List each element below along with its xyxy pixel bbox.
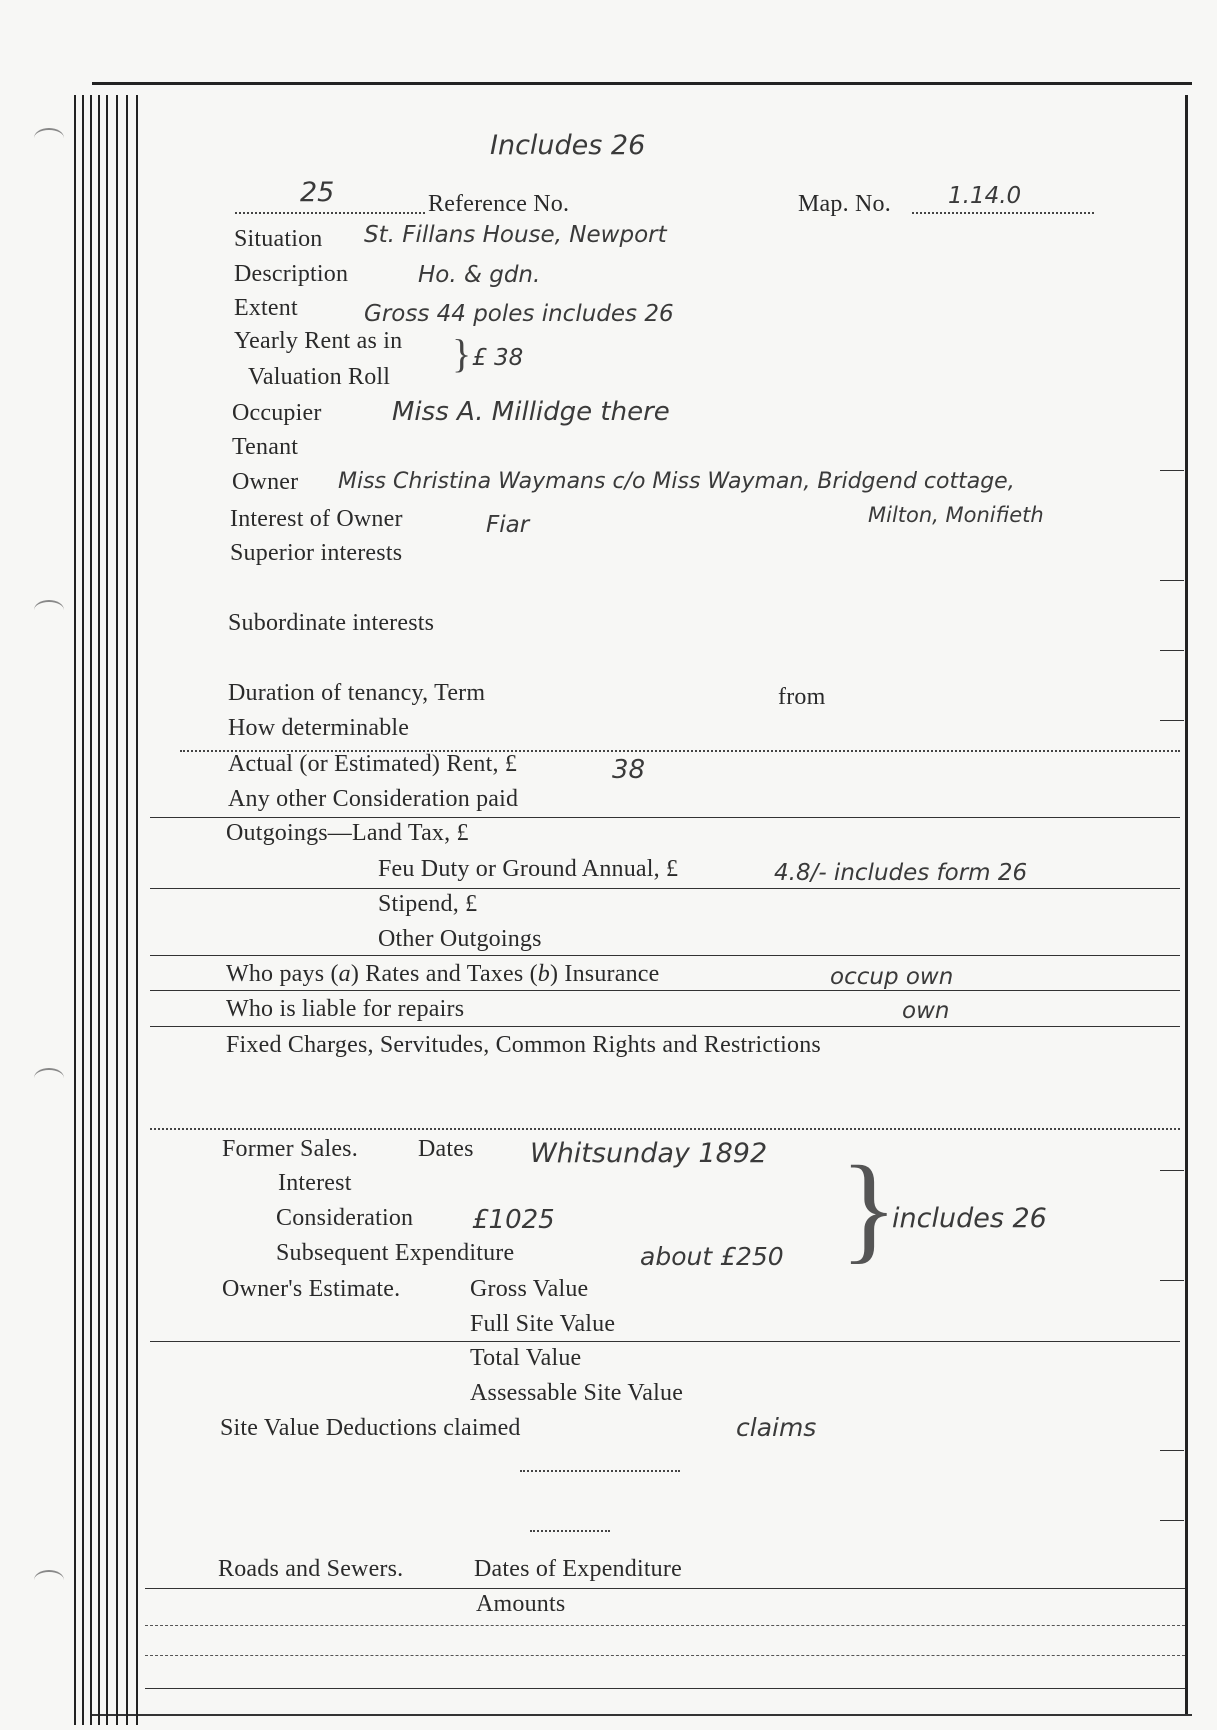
liable-repairs-label: Who is liable for repairs xyxy=(226,996,465,1022)
rule-line xyxy=(150,1026,1180,1027)
subsequent-expenditure-value: about £250 xyxy=(640,1242,784,1271)
rule-line xyxy=(145,1688,1185,1689)
smudge xyxy=(520,1470,680,1472)
consideration-label: Consideration xyxy=(276,1205,414,1231)
edge-tick xyxy=(1160,470,1184,471)
how-determinable-label: How determinable xyxy=(228,715,410,741)
gross-value-label: Gross Value xyxy=(470,1276,589,1302)
separator xyxy=(150,1128,1180,1130)
who-pays-label: Who pays (a) Rates and Taxes (b) Insurance xyxy=(226,961,660,987)
extent-value: Gross 44 poles includes 26 xyxy=(364,301,674,327)
owner-label: Owner xyxy=(232,469,299,495)
occupier-label: Occupier xyxy=(232,400,322,426)
map-no-label: Map. No. xyxy=(798,191,891,217)
punch-hole xyxy=(34,1068,64,1088)
superior-interests-label: Superior interests xyxy=(230,540,403,566)
edge-tick xyxy=(1160,650,1184,651)
rule-line xyxy=(145,1655,1185,1656)
yearly-rent-value: £ 38 xyxy=(472,345,524,371)
actual-rent-value: 38 xyxy=(612,755,646,785)
owners-estimate-label: Owner's Estimate. xyxy=(222,1276,401,1302)
stipend-label: Stipend, £ xyxy=(378,891,478,917)
smudge xyxy=(530,1530,610,1532)
extent-label: Extent xyxy=(234,295,298,321)
reference-no-label: Reference No. xyxy=(428,191,570,217)
edge-tick xyxy=(1160,1280,1184,1281)
map-no-value: 1.14.0 xyxy=(948,183,1022,209)
punch-hole xyxy=(34,600,64,620)
other-outgoings-label: Other Outgoings xyxy=(378,926,542,952)
rule-line xyxy=(150,888,1180,889)
yearly-rent-label: Yearly Rent as in xyxy=(234,328,403,354)
edge-tick xyxy=(1160,720,1184,721)
site-value-deductions-value: claims xyxy=(736,1413,817,1442)
rule-line xyxy=(150,955,1180,956)
rule-line xyxy=(150,817,1180,818)
edge-tick xyxy=(1160,580,1184,581)
rule-line xyxy=(150,1341,1180,1342)
roads-dates-label: Dates of Expenditure xyxy=(474,1556,682,1582)
roads-amounts-label: Amounts xyxy=(476,1591,566,1617)
owner-address: Milton, Monifieth xyxy=(868,503,1044,527)
duration-from-label: from xyxy=(778,684,826,710)
interest-of-owner-value: Fiar xyxy=(486,512,530,538)
situation-label: Situation xyxy=(234,226,323,252)
punch-hole xyxy=(34,128,64,148)
site-value-deductions-label: Site Value Deductions claimed xyxy=(220,1415,521,1441)
subsequent-expenditure-label: Subsequent Expenditure xyxy=(276,1240,515,1266)
page-stack-edges xyxy=(70,95,160,1725)
description-value: Ho. & gdn. xyxy=(418,262,541,288)
actual-rent-label: Actual (or Estimated) Rent, £ xyxy=(228,751,518,777)
liable-repairs-value: own xyxy=(902,998,950,1024)
former-sales-label: Former Sales. xyxy=(222,1136,358,1162)
edge-tick xyxy=(1160,1520,1184,1521)
former-sales-dates-label: Dates xyxy=(418,1136,474,1162)
sales-brace: } xyxy=(840,1141,898,1274)
situation-value: St. Fillans House, Newport xyxy=(364,222,667,248)
who-pays-value: occup own xyxy=(830,964,954,990)
other-consideration-label: Any other Consideration paid xyxy=(228,786,519,812)
tenant-label: Tenant xyxy=(232,434,299,460)
header-note: Includes 26 xyxy=(490,130,646,161)
roads-sewers-label: Roads and Sewers. xyxy=(218,1556,404,1582)
fixed-charges-label: Fixed Charges, Servitudes, Common Rights and Restrictions xyxy=(226,1032,821,1058)
brace: } xyxy=(452,331,472,376)
frame-top-border xyxy=(92,82,1192,85)
edge-tick xyxy=(1160,1170,1184,1171)
occupier-value: Miss A. Millidge there xyxy=(392,397,670,427)
full-site-value-label: Full Site Value xyxy=(470,1311,616,1337)
frame-right-border xyxy=(1185,95,1188,1715)
total-value-label: Total Value xyxy=(470,1345,582,1371)
feu-duty-label: Feu Duty or Ground Annual, £ xyxy=(378,856,679,882)
rule-line xyxy=(150,990,1180,991)
feu-duty-value: 4.8/- includes form 26 xyxy=(774,860,1028,886)
edge-tick xyxy=(1160,1450,1184,1451)
rule-line xyxy=(145,1625,1185,1626)
valuation-roll-label: Valuation Roll xyxy=(248,364,391,390)
sales-note: includes 26 xyxy=(892,1203,1047,1234)
rule-line xyxy=(145,1588,1185,1589)
frame-bottom-border xyxy=(92,1714,1192,1716)
former-sales-dates-value: Whitsunday 1892 xyxy=(530,1138,768,1169)
reference-no-value: 25 xyxy=(300,177,335,208)
consideration-value: £1025 xyxy=(472,1205,555,1235)
reference-no-line xyxy=(235,212,425,214)
owner-value: Miss Christina Waymans c/o Miss Wayman, Bridgend cottage, xyxy=(338,469,1015,494)
interest-label: Interest xyxy=(278,1170,352,1196)
subordinate-interests-label: Subordinate interests xyxy=(228,610,435,636)
assessable-site-value-label: Assessable Site Value xyxy=(470,1380,684,1406)
land-tax-label: Outgoings—Land Tax, £ xyxy=(226,820,469,846)
punch-hole xyxy=(34,1570,64,1590)
map-no-line xyxy=(912,212,1094,214)
interest-of-owner-label: Interest of Owner xyxy=(230,506,403,532)
description-label: Description xyxy=(234,261,349,287)
duration-label: Duration of tenancy, Term xyxy=(228,680,486,706)
